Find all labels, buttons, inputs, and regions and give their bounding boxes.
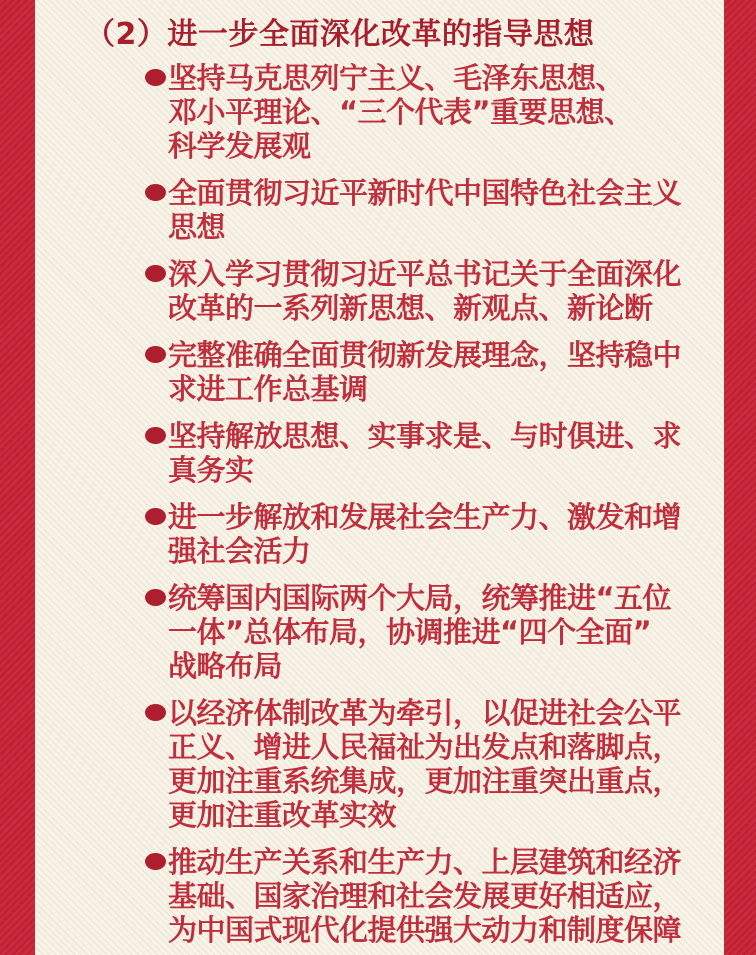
bullet-line: 战略布局 <box>168 649 283 683</box>
bullet-dot-icon <box>145 427 166 444</box>
bullet-item <box>145 419 720 487</box>
bullet-line: 进一步解放和发展社会生产力、激发和增 <box>168 500 682 534</box>
bullet-line: 全面贯彻习近平新时代中国特色社会主义 <box>168 176 682 210</box>
bullet-dot-icon <box>145 184 166 201</box>
bullet-list <box>145 61 720 947</box>
bullet-item <box>145 338 720 406</box>
bullet-dot-icon <box>145 69 166 86</box>
bullet-line: 更加注重改革实效 <box>168 798 397 832</box>
bullet-line: 统筹国内国际两个大局，统筹推进“五位 <box>168 581 672 615</box>
bullet-dot-icon <box>145 589 166 606</box>
bullet-line: 完整准确全面贯彻新发展理念，坚持稳中 <box>168 338 682 372</box>
bullet-line: 真务实 <box>168 453 254 487</box>
left-border-stripe <box>0 0 35 955</box>
bullet-dot-icon <box>145 265 166 282</box>
bullet-line: 坚持解放思想、实事求是、与时俱进、求 <box>168 419 682 453</box>
bullet-line: 强社会活力 <box>168 534 311 568</box>
section-heading: （2）进一步全面深化改革的指导思想 <box>85 17 595 52</box>
bullet-line: 以经济体制改革为牵引，以促进社会公平 <box>168 696 682 730</box>
bullet-line: 为中国式现代化提供强大动力和制度保障 <box>168 913 682 947</box>
bullet-item <box>145 257 720 325</box>
bullet-line: 一体”总体布局，协调推进“四个全面” <box>168 615 652 649</box>
bullet-line: 邓小平理论、“三个代表”重要思想、 <box>168 95 633 129</box>
bullet-line: 推动生产关系和生产力、上层建筑和经济 <box>168 845 682 879</box>
bullet-line: 更加注重系统集成，更加注重突出重点， <box>168 764 682 798</box>
content-area <box>85 13 720 955</box>
bullet-line: 基础、国家治理和社会发展更好相适应， <box>168 879 682 913</box>
bullet-item <box>145 581 720 683</box>
bullet-dot-icon <box>145 508 166 525</box>
bullet-item <box>145 500 720 568</box>
right-border-stripe <box>724 0 756 955</box>
bullet-item <box>145 61 720 163</box>
bullet-line: 改革的一系列新思想、新观点、新论断 <box>168 291 653 325</box>
bullet-item <box>145 696 720 832</box>
bullet-dot-icon <box>145 853 166 870</box>
bullet-line: 坚持马克思列宁主义、毛泽东思想、 <box>168 61 625 95</box>
bullet-dot-icon <box>145 346 166 363</box>
bullet-line: 深入学习贯彻习近平总书记关于全面深化 <box>168 257 682 291</box>
bullet-line: 求进工作总基调 <box>168 372 368 406</box>
bullet-line: 思想 <box>168 210 226 244</box>
bullet-dot-icon <box>145 704 166 721</box>
bullet-item <box>145 176 720 244</box>
bullet-line: 正义、增进人民福祉为出发点和落脚点， <box>168 730 682 764</box>
bullet-item <box>145 845 720 947</box>
bullet-line: 科学发展观 <box>168 129 311 163</box>
